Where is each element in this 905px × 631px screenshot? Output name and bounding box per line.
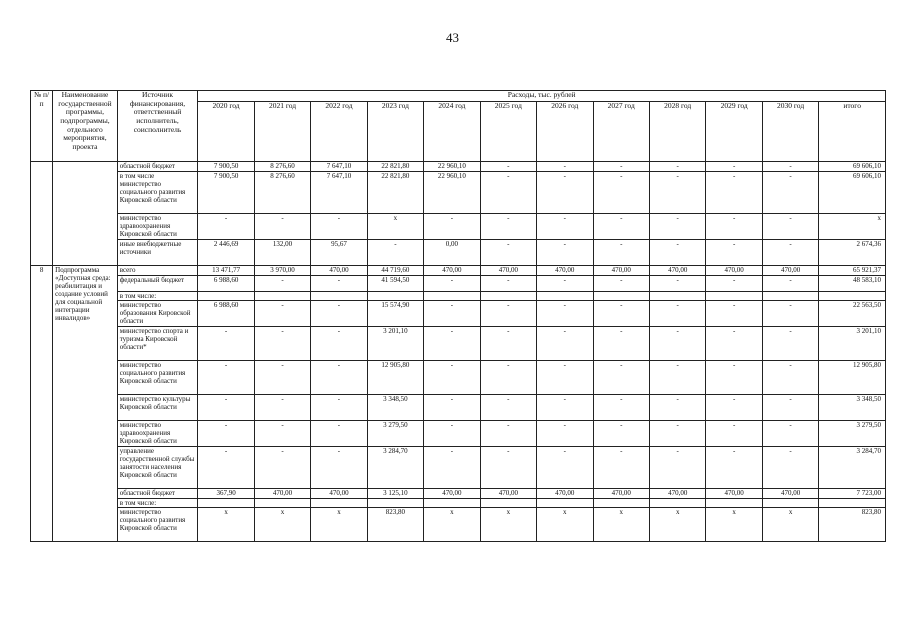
- funding-source-cell: министерство социального развития Кировской области: [117, 361, 198, 395]
- value-cell: -: [537, 301, 593, 327]
- value-cell: 95,67: [311, 240, 367, 266]
- value-cell: 41 594,50: [367, 276, 423, 292]
- table-row: [31, 162, 886, 172]
- value-cell: -: [649, 361, 705, 395]
- value-cell: 470,00: [424, 489, 480, 499]
- header-year: 2020 год: [198, 102, 254, 162]
- value-cell: 470,00: [649, 489, 705, 499]
- value-cell: -: [254, 447, 310, 489]
- total-cell: 3 201,10: [819, 327, 886, 361]
- value-cell: -: [706, 395, 762, 421]
- value-cell: 470,00: [311, 266, 367, 276]
- total-cell: 3 284,70: [819, 447, 886, 489]
- total-cell: 7 723,00: [819, 489, 886, 499]
- header-year: 2021 год: [254, 102, 310, 162]
- value-cell: 367,90: [198, 489, 254, 499]
- value-cell: -: [311, 214, 367, 240]
- total-cell: 69 606,10: [819, 162, 886, 172]
- table-row: [31, 421, 886, 447]
- value-cell: -: [311, 327, 367, 361]
- funding-source-cell: министерство культуры Кировской области: [117, 395, 198, 421]
- value-cell: -: [537, 276, 593, 292]
- value-cell: [762, 499, 818, 508]
- value-cell: [480, 499, 536, 508]
- value-cell: -: [762, 214, 818, 240]
- value-cell: -: [311, 447, 367, 489]
- value-cell: х: [593, 508, 649, 542]
- header-year: 2022 год: [311, 102, 367, 162]
- value-cell: -: [593, 301, 649, 327]
- value-cell: 3 279,50: [367, 421, 423, 447]
- value-cell: -: [762, 421, 818, 447]
- value-cell: -: [254, 276, 310, 292]
- value-cell: -: [198, 214, 254, 240]
- value-cell: [311, 499, 367, 508]
- value-cell: 470,00: [480, 266, 536, 276]
- table-row: [31, 327, 886, 361]
- total-cell: 2 674,36: [819, 240, 886, 266]
- header-year: 2028 год: [649, 102, 705, 162]
- value-cell: 44 719,60: [367, 266, 423, 276]
- table-row: [31, 266, 886, 276]
- value-cell: -: [706, 276, 762, 292]
- value-cell: [367, 499, 423, 508]
- value-cell: -: [537, 172, 593, 214]
- value-cell: -: [480, 240, 536, 266]
- funding-source-cell: министерство социального развития Кировской области: [117, 508, 198, 542]
- value-cell: 3 284,70: [367, 447, 423, 489]
- total-cell: 48 583,10: [819, 276, 886, 292]
- value-cell: 8 276,60: [254, 162, 310, 172]
- value-cell: -: [311, 395, 367, 421]
- value-cell: -: [762, 395, 818, 421]
- total-cell: [819, 292, 886, 301]
- header-year: 2026 год: [537, 102, 593, 162]
- value-cell: -: [649, 421, 705, 447]
- budget-table: [30, 90, 886, 542]
- value-cell: -: [424, 327, 480, 361]
- value-cell: -: [706, 162, 762, 172]
- value-cell: [254, 499, 310, 508]
- header-year: итого: [819, 102, 886, 162]
- program-name-cell: [53, 162, 118, 266]
- value-cell: -: [649, 327, 705, 361]
- header-expenses: Расходы, тыс. рублей: [198, 91, 886, 102]
- value-cell: -: [311, 421, 367, 447]
- value-cell: 3 125,10: [367, 489, 423, 499]
- value-cell: -: [480, 301, 536, 327]
- value-cell: -: [706, 240, 762, 266]
- value-cell: х: [424, 508, 480, 542]
- value-cell: -: [311, 361, 367, 395]
- value-cell: 470,00: [649, 266, 705, 276]
- value-cell: [424, 292, 480, 301]
- funding-source-cell: областной бюджет: [117, 489, 198, 499]
- funding-source-cell: министерство спорта и туризма Кировской области*: [117, 327, 198, 361]
- value-cell: 132,00: [254, 240, 310, 266]
- value-cell: 470,00: [593, 266, 649, 276]
- value-cell: -: [593, 327, 649, 361]
- value-cell: 470,00: [537, 266, 593, 276]
- value-cell: 470,00: [706, 489, 762, 499]
- value-cell: х: [311, 508, 367, 542]
- value-cell: -: [424, 447, 480, 489]
- table-row: [31, 508, 886, 542]
- header-year: 2023 год: [367, 102, 423, 162]
- value-cell: -: [198, 327, 254, 361]
- value-cell: -: [480, 172, 536, 214]
- header-year: 2029 год: [706, 102, 762, 162]
- value-cell: х: [254, 508, 310, 542]
- value-cell: -: [480, 421, 536, 447]
- value-cell: -: [706, 361, 762, 395]
- value-cell: -: [706, 214, 762, 240]
- value-cell: -: [311, 276, 367, 292]
- value-cell: [198, 292, 254, 301]
- table-row: [31, 499, 886, 508]
- value-cell: [706, 499, 762, 508]
- value-cell: -: [254, 327, 310, 361]
- value-cell: [649, 499, 705, 508]
- header-number: № п/п: [31, 91, 53, 162]
- value-cell: 470,00: [762, 489, 818, 499]
- table-row: [31, 292, 886, 301]
- value-cell: [367, 292, 423, 301]
- page-number: 43: [446, 30, 459, 45]
- value-cell: -: [480, 327, 536, 361]
- table-row: [31, 301, 886, 327]
- table-body: [31, 162, 886, 542]
- value-cell: -: [593, 172, 649, 214]
- total-cell: [819, 499, 886, 508]
- value-cell: [706, 292, 762, 301]
- value-cell: -: [762, 361, 818, 395]
- value-cell: 7 647,10: [311, 172, 367, 214]
- value-cell: 3 201,10: [367, 327, 423, 361]
- total-cell: 22 563,50: [819, 301, 886, 327]
- value-cell: -: [537, 421, 593, 447]
- header-name: Наименование государственной программы, подпрограммы, отдельного мероприятия, проекта: [53, 91, 118, 162]
- value-cell: -: [593, 395, 649, 421]
- value-cell: [762, 292, 818, 301]
- value-cell: -: [254, 421, 310, 447]
- value-cell: -: [593, 240, 649, 266]
- value-cell: 8 276,60: [254, 172, 310, 214]
- value-cell: 22 821,80: [367, 162, 423, 172]
- value-cell: -: [424, 301, 480, 327]
- value-cell: 7 647,10: [311, 162, 367, 172]
- value-cell: -: [649, 447, 705, 489]
- value-cell: 0,00: [424, 240, 480, 266]
- value-cell: х: [706, 508, 762, 542]
- value-cell: -: [537, 214, 593, 240]
- value-cell: 2 446,69: [198, 240, 254, 266]
- total-cell: 823,80: [819, 508, 886, 542]
- table-row: [31, 447, 886, 489]
- value-cell: -: [198, 447, 254, 489]
- value-cell: -: [649, 240, 705, 266]
- value-cell: 13 471,77: [198, 266, 254, 276]
- value-cell: -: [537, 327, 593, 361]
- value-cell: -: [593, 162, 649, 172]
- value-cell: -: [254, 361, 310, 395]
- value-cell: -: [254, 214, 310, 240]
- table-row: [31, 172, 886, 214]
- value-cell: 823,80: [367, 508, 423, 542]
- value-cell: -: [480, 361, 536, 395]
- value-cell: 470,00: [311, 489, 367, 499]
- total-cell: 65 921,37: [819, 266, 886, 276]
- value-cell: -: [649, 214, 705, 240]
- header-source: Источник финансирования, ответственный исполнитель, соисполнитель: [117, 91, 198, 162]
- value-cell: -: [762, 447, 818, 489]
- value-cell: 470,00: [762, 266, 818, 276]
- value-cell: -: [480, 395, 536, 421]
- value-cell: -: [198, 421, 254, 447]
- value-cell: -: [367, 240, 423, 266]
- value-cell: 22 960,10: [424, 172, 480, 214]
- value-cell: 470,00: [706, 266, 762, 276]
- value-cell: -: [537, 240, 593, 266]
- value-cell: 12 905,80: [367, 361, 423, 395]
- value-cell: -: [537, 162, 593, 172]
- value-cell: -: [424, 361, 480, 395]
- value-cell: 7 900,50: [198, 162, 254, 172]
- value-cell: х: [367, 214, 423, 240]
- value-cell: -: [593, 361, 649, 395]
- value-cell: -: [706, 172, 762, 214]
- header-year: 2027 год: [593, 102, 649, 162]
- value-cell: -: [706, 447, 762, 489]
- value-cell: 470,00: [593, 489, 649, 499]
- program-number-cell: 8: [31, 266, 53, 542]
- funding-source-cell: в том числе:: [117, 499, 198, 508]
- table-row: [31, 489, 886, 499]
- value-cell: -: [424, 395, 480, 421]
- table-row: [31, 276, 886, 292]
- value-cell: [593, 499, 649, 508]
- value-cell: [593, 292, 649, 301]
- value-cell: -: [706, 301, 762, 327]
- value-cell: -: [480, 276, 536, 292]
- funding-source-cell: министерство здравоохранения Кировской области: [117, 214, 198, 240]
- value-cell: -: [537, 361, 593, 395]
- value-cell: -: [762, 240, 818, 266]
- funding-source-cell: всего: [117, 266, 198, 276]
- value-cell: -: [593, 214, 649, 240]
- value-cell: х: [480, 508, 536, 542]
- value-cell: -: [254, 395, 310, 421]
- value-cell: х: [537, 508, 593, 542]
- value-cell: -: [254, 301, 310, 327]
- value-cell: -: [593, 421, 649, 447]
- value-cell: [254, 292, 310, 301]
- value-cell: 470,00: [254, 489, 310, 499]
- funding-source-cell: федеральный бюджет: [117, 276, 198, 292]
- value-cell: -: [537, 447, 593, 489]
- value-cell: -: [480, 214, 536, 240]
- funding-source-cell: управление государственной службы занятости населения Кировской области: [117, 447, 198, 489]
- funding-source-cell: иные внебюджетные источники: [117, 240, 198, 266]
- value-cell: -: [762, 276, 818, 292]
- value-cell: -: [424, 421, 480, 447]
- value-cell: -: [649, 162, 705, 172]
- value-cell: -: [424, 214, 480, 240]
- value-cell: х: [762, 508, 818, 542]
- value-cell: -: [198, 395, 254, 421]
- value-cell: -: [311, 301, 367, 327]
- value-cell: 6 988,60: [198, 276, 254, 292]
- total-cell: 3 348,50: [819, 395, 886, 421]
- value-cell: 22 960,10: [424, 162, 480, 172]
- funding-source-cell: в том числе:: [117, 292, 198, 301]
- value-cell: 470,00: [424, 266, 480, 276]
- value-cell: 15 574,90: [367, 301, 423, 327]
- value-cell: 470,00: [480, 489, 536, 499]
- value-cell: [537, 499, 593, 508]
- value-cell: -: [706, 421, 762, 447]
- value-cell: [480, 292, 536, 301]
- value-cell: -: [480, 447, 536, 489]
- header-year: 2025 год: [480, 102, 536, 162]
- value-cell: 3 970,00: [254, 266, 310, 276]
- value-cell: -: [198, 361, 254, 395]
- value-cell: [537, 292, 593, 301]
- value-cell: -: [649, 301, 705, 327]
- value-cell: [311, 292, 367, 301]
- value-cell: х: [198, 508, 254, 542]
- total-cell: 3 279,50: [819, 421, 886, 447]
- table-row: [31, 240, 886, 266]
- value-cell: 6 988,60: [198, 301, 254, 327]
- value-cell: -: [593, 276, 649, 292]
- value-cell: -: [537, 395, 593, 421]
- value-cell: -: [706, 327, 762, 361]
- header-year: 2030 год: [762, 102, 818, 162]
- table-row: [31, 214, 886, 240]
- value-cell: [649, 292, 705, 301]
- table-row: [31, 361, 886, 395]
- value-cell: х: [649, 508, 705, 542]
- value-cell: -: [649, 395, 705, 421]
- value-cell: -: [762, 327, 818, 361]
- value-cell: 22 821,80: [367, 172, 423, 214]
- value-cell: 7 900,50: [198, 172, 254, 214]
- funding-source-cell: в том числе министерство социального развития Кировской области: [117, 172, 198, 214]
- value-cell: 3 348,50: [367, 395, 423, 421]
- funding-source-cell: министерство здравоохранения Кировской области: [117, 421, 198, 447]
- value-cell: [198, 499, 254, 508]
- value-cell: -: [424, 276, 480, 292]
- total-cell: 69 606,10: [819, 172, 886, 214]
- value-cell: -: [762, 172, 818, 214]
- value-cell: -: [649, 276, 705, 292]
- table-header: [31, 91, 886, 162]
- funding-source-cell: областной бюджет: [117, 162, 198, 172]
- table-row: [31, 395, 886, 421]
- value-cell: -: [649, 172, 705, 214]
- total-cell: х: [819, 214, 886, 240]
- value-cell: 470,00: [537, 489, 593, 499]
- header-year: 2024 год: [424, 102, 480, 162]
- program-name-cell: Подпрограмма «Доступная среда: реабилитация и создание условий для социальной интеграции инвалидов»: [53, 266, 118, 542]
- program-number-cell: [31, 162, 53, 266]
- total-cell: 12 905,80: [819, 361, 886, 395]
- funding-source-cell: министерство образования Кировской области: [117, 301, 198, 327]
- value-cell: -: [762, 162, 818, 172]
- value-cell: [424, 499, 480, 508]
- value-cell: -: [480, 162, 536, 172]
- value-cell: -: [762, 301, 818, 327]
- value-cell: -: [593, 447, 649, 489]
